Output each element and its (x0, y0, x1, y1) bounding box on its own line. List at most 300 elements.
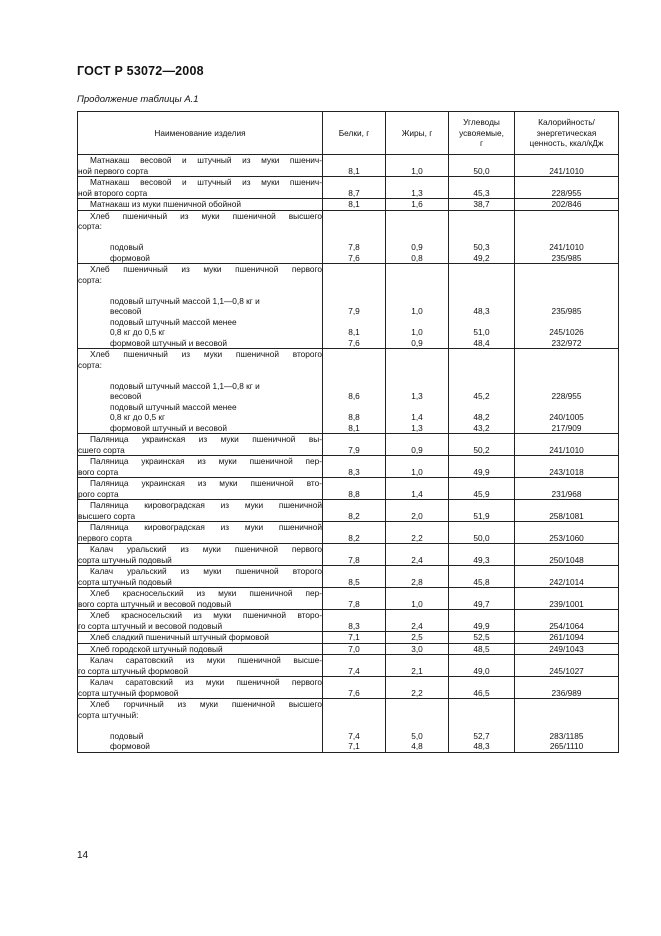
carbs-cell (449, 210, 515, 264)
product-name-line: сорта: (78, 359, 102, 370)
value-line (386, 522, 448, 533)
product-name-line: подовый штучный массой менее (110, 401, 237, 412)
value-line: 8,8 (348, 488, 360, 499)
value-line (449, 296, 514, 307)
value-line (323, 370, 385, 381)
product-name-line: подовый штучный массой менее (110, 316, 237, 327)
value-line (323, 699, 385, 710)
value-line (323, 211, 385, 222)
product-name-line: ной второго сорта (78, 187, 148, 198)
fat-cell (386, 699, 449, 753)
value-line: 49,9 (473, 620, 490, 631)
protein-cell (323, 349, 386, 434)
value-line: 283/1185 (549, 730, 584, 741)
value-line (386, 699, 448, 710)
calories-cell (515, 588, 619, 610)
value-line: 50,0 (473, 532, 490, 543)
calories-cell (515, 177, 619, 199)
value-line (323, 566, 385, 577)
value-line: 228/955 (551, 187, 582, 198)
value-line: 0,8 (411, 252, 423, 263)
product-name-cell (78, 456, 323, 478)
product-name-line: сорта штучный подовый (78, 576, 172, 587)
carbs-cell (449, 155, 515, 177)
value-line (386, 275, 448, 286)
table-row (78, 210, 619, 264)
product-name-line: Матнакаш весовой и штучный из муки пшенич- (90, 155, 322, 165)
value-line (449, 221, 514, 232)
value-line: 245/1027 (549, 665, 584, 676)
calories-cell (515, 500, 619, 522)
fat-cell (386, 456, 449, 478)
value-line (449, 275, 514, 286)
value-line (515, 699, 618, 710)
value-line: 8,1 (348, 327, 360, 337)
value-line: 249/1043 (549, 643, 584, 654)
product-name-line: Паляница кировоградская из муки пшеничной (90, 522, 322, 532)
value-line (515, 360, 618, 371)
value-line (449, 500, 514, 511)
product-name-cell (78, 500, 323, 522)
product-name-line: Хлеб пшеничный из муки пшеничной высшего (90, 210, 322, 221)
fat-cell (386, 610, 449, 632)
value-line: 50,2 (473, 444, 490, 455)
value-line (515, 478, 618, 489)
value-line (449, 349, 514, 360)
fat-cell (386, 632, 449, 644)
product-name-line (78, 285, 322, 296)
value-line (323, 232, 385, 243)
calories-cell (515, 566, 619, 588)
product-name-line (78, 370, 322, 381)
carbs-cell (449, 456, 515, 478)
carbs-cell (449, 478, 515, 500)
value-line: 217/909 (551, 422, 582, 433)
table-row (78, 544, 619, 566)
product-name-line: весовой (110, 306, 142, 316)
fat-cell (386, 210, 449, 264)
value-line (386, 370, 448, 381)
value-line (449, 211, 514, 222)
value-line (323, 434, 385, 445)
value-line (386, 349, 448, 360)
product-name-line: формовой штучный и весовой (110, 422, 228, 433)
calories-cell (515, 610, 619, 632)
value-line (386, 566, 448, 577)
value-line: 49,2 (473, 252, 490, 263)
value-line (386, 588, 448, 599)
fat-cell (386, 677, 449, 699)
product-name-cell (78, 177, 323, 199)
value-line: 51,0 (473, 327, 490, 337)
value-line: 1,3 (411, 187, 423, 198)
value-line (386, 381, 448, 392)
product-name-line: Матнакаш весовой и штучный из муки пшенич- (90, 177, 322, 187)
product-name-line (78, 720, 322, 731)
value-line: 253/1060 (549, 532, 584, 543)
product-name-line: формовой (110, 252, 150, 263)
protein-cell (323, 177, 386, 199)
carbs-cell (449, 264, 515, 349)
table-row (78, 588, 619, 610)
nutrition-table (77, 111, 619, 753)
product-name-cell (78, 434, 323, 456)
protein-cell (323, 632, 386, 644)
value-line (323, 610, 385, 621)
fat-cell (386, 264, 449, 349)
value-line (386, 544, 448, 555)
value-line (386, 177, 448, 188)
value-line (449, 264, 514, 275)
value-line (323, 588, 385, 599)
value-line (515, 317, 618, 328)
value-line (323, 264, 385, 275)
value-line: 8,1 (348, 199, 360, 209)
value-line: 7,1 (348, 632, 360, 642)
protein-cell (323, 677, 386, 699)
value-line: 48,2 (473, 412, 490, 422)
value-line: 4,8 (411, 741, 423, 751)
value-line: 50,3 (473, 242, 490, 252)
value-line (323, 285, 385, 296)
value-line: 7,4 (348, 665, 360, 676)
value-line (449, 566, 514, 577)
value-line: 45,3 (473, 187, 490, 198)
value-line (323, 677, 385, 688)
value-line (386, 500, 448, 511)
product-name-line: Калач уральский из муки пшеничной второго (90, 566, 322, 576)
value-line: 8,6 (348, 391, 360, 401)
table-row (78, 199, 619, 211)
value-line (449, 478, 514, 489)
value-line (515, 544, 618, 555)
value-line: 1,0 (411, 327, 423, 337)
table-row (78, 655, 619, 677)
value-line (515, 677, 618, 688)
value-line (386, 360, 448, 371)
product-name-cell (78, 478, 323, 500)
value-line (386, 232, 448, 243)
table-row (78, 677, 619, 699)
product-name-line: первого сорта (78, 532, 133, 543)
value-line: 52,5 (473, 632, 490, 642)
value-line: 7,8 (348, 554, 360, 565)
value-line (515, 177, 618, 188)
value-line: 7,6 (348, 687, 360, 698)
value-line (386, 478, 448, 489)
value-line: 7,4 (348, 730, 360, 741)
carbs-cell (449, 566, 515, 588)
carbs-cell (449, 588, 515, 610)
value-line (323, 221, 385, 232)
fat-cell (386, 199, 449, 211)
value-line (515, 275, 618, 286)
value-line (449, 677, 514, 688)
column-header-calories: Калорийность/ энергетическая ценность, ккал/кДж (515, 112, 619, 155)
value-line: 0,9 (411, 242, 423, 252)
value-line: 241/1010 (549, 242, 584, 252)
calories-cell (515, 155, 619, 177)
value-line (449, 232, 514, 243)
carbs-cell (449, 632, 515, 644)
value-line (515, 232, 618, 243)
value-line (449, 522, 514, 533)
value-line (515, 456, 618, 467)
value-line (449, 402, 514, 413)
value-line: 8,3 (348, 466, 360, 477)
value-line: 1,0 (411, 306, 423, 316)
product-name-cell (78, 264, 323, 349)
product-name-line: Матнакаш из муки пшеничной обойной (90, 199, 241, 209)
protein-cell (323, 199, 386, 211)
product-name-cell (78, 677, 323, 699)
value-line (515, 296, 618, 307)
calories-cell (515, 677, 619, 699)
value-line: 245/1026 (549, 327, 584, 337)
carbs-cell (449, 349, 515, 434)
value-line (449, 699, 514, 710)
protein-cell (323, 456, 386, 478)
table-row (78, 349, 619, 434)
value-line: 242/1014 (549, 576, 584, 587)
value-line: 1,4 (411, 488, 423, 499)
product-name-line: Паляница украинская из муки пшеничной пер- (90, 456, 322, 466)
value-line: 1,3 (411, 391, 423, 401)
calories-cell (515, 349, 619, 434)
value-line: 7,6 (348, 252, 360, 263)
value-line (323, 522, 385, 533)
product-name-line: сорта штучный подовый (78, 554, 172, 565)
value-line (515, 522, 618, 533)
value-line (386, 285, 448, 296)
value-line: 1,0 (411, 598, 423, 609)
carbs-cell (449, 522, 515, 544)
value-line (515, 349, 618, 360)
value-line: 7,1 (348, 741, 360, 751)
value-line: 235/985 (551, 252, 582, 263)
product-name-line: сшего сорта (78, 444, 125, 455)
product-name-line: формовой (110, 741, 150, 751)
value-line (323, 402, 385, 413)
value-line (515, 500, 618, 511)
value-line: 8,7 (348, 187, 360, 198)
carbs-cell (449, 177, 515, 199)
value-line: 2,0 (411, 510, 423, 521)
value-line (449, 610, 514, 621)
value-line: 49,3 (473, 554, 490, 565)
value-line (515, 370, 618, 381)
value-line (386, 264, 448, 275)
value-line (449, 710, 514, 721)
value-line (323, 478, 385, 489)
value-line: 2,2 (411, 687, 423, 698)
product-name-line: Хлеб пшеничный из муки пшеничной второго (90, 349, 322, 359)
value-line (386, 677, 448, 688)
value-line: 38,7 (473, 199, 490, 209)
product-name-line: Калач саратовский из муки пшеничной первого (90, 677, 322, 687)
value-line (449, 360, 514, 371)
value-line: 2,8 (411, 576, 423, 587)
fat-cell (386, 434, 449, 456)
product-name-line: формовой штучный и весовой (110, 337, 228, 348)
value-line: 265/1110 (549, 741, 584, 751)
value-line (449, 655, 514, 666)
value-line: 5,0 (411, 730, 423, 741)
value-line: 7,8 (348, 598, 360, 609)
protein-cell (323, 544, 386, 566)
value-line (515, 264, 618, 275)
fat-cell (386, 643, 449, 655)
value-line: 48,4 (473, 337, 490, 348)
table-row (78, 177, 619, 199)
product-name-line: Хлеб пшеничный из муки пшеничной первого (90, 264, 322, 274)
column-header-name: Наименование изделия (78, 112, 323, 155)
value-line: 1,0 (411, 165, 423, 176)
table-row (78, 643, 619, 655)
carbs-cell (449, 643, 515, 655)
calories-cell (515, 264, 619, 349)
fat-cell (386, 522, 449, 544)
value-line: 2,2 (411, 532, 423, 543)
protein-cell (323, 500, 386, 522)
value-line (515, 381, 618, 392)
product-name-line: подовый (110, 730, 144, 741)
value-line (323, 155, 385, 166)
product-name-line: сорта: (78, 221, 102, 231)
product-name-line: Хлеб городской штучный подовый (90, 643, 223, 654)
value-line: 49,7 (473, 598, 490, 609)
product-name-cell (78, 610, 323, 632)
value-line (386, 655, 448, 666)
value-line (449, 370, 514, 381)
value-line: 52,7 (473, 730, 490, 741)
value-line: 8,8 (348, 412, 360, 422)
product-name-line: Калач уральский из муки пшеничной первого (90, 544, 322, 554)
table-row (78, 699, 619, 753)
value-line: 235/985 (551, 306, 582, 316)
calories-cell (515, 522, 619, 544)
value-line: 48,3 (473, 306, 490, 316)
value-line (323, 720, 385, 731)
value-line (323, 177, 385, 188)
product-name-line: подовый (110, 242, 144, 252)
product-name-cell (78, 349, 323, 434)
value-line (323, 381, 385, 392)
value-line (323, 500, 385, 511)
value-line: 241/1010 (549, 444, 584, 455)
table-row (78, 456, 619, 478)
value-line: 2,4 (411, 620, 423, 631)
product-name-cell (78, 544, 323, 566)
value-line: 258/1081 (549, 510, 584, 521)
product-name-line: вого сорта (78, 466, 119, 477)
value-line (386, 456, 448, 467)
value-line: 7,9 (348, 306, 360, 316)
document-title: ГОСТ Р 53072—2008 (77, 64, 204, 78)
table-row (78, 434, 619, 456)
product-name-line: Паляница кировоградская из муки пшеничной (90, 500, 322, 510)
value-line (449, 317, 514, 328)
value-line (449, 285, 514, 296)
product-name-cell (78, 632, 323, 644)
value-line (323, 317, 385, 328)
table-row (78, 500, 619, 522)
product-name-line: Калач саратовский из муки пшеничной высше- (90, 655, 322, 665)
value-line: 1,6 (411, 199, 423, 209)
fat-cell (386, 588, 449, 610)
carbs-cell (449, 434, 515, 456)
product-name-line: ной первого сорта (78, 165, 149, 176)
table-row (78, 264, 619, 349)
value-line (386, 402, 448, 413)
fat-cell (386, 155, 449, 177)
value-line: 202/846 (551, 199, 582, 209)
protein-cell (323, 434, 386, 456)
product-name-cell (78, 210, 323, 264)
product-name-line: го сорта штучный и весовой подовый (78, 620, 223, 631)
value-line: 236/989 (551, 687, 582, 698)
protein-cell (323, 522, 386, 544)
product-name-line: Хлеб сладкий пшеничный штучный формовой (90, 632, 269, 642)
value-line: 241/1010 (549, 165, 584, 176)
carbs-cell (449, 544, 515, 566)
table-row (78, 566, 619, 588)
value-line: 231/968 (551, 488, 582, 499)
calories-cell (515, 478, 619, 500)
value-line (449, 177, 514, 188)
product-name-cell (78, 522, 323, 544)
value-line (515, 402, 618, 413)
value-line (386, 221, 448, 232)
value-line: 1,4 (411, 412, 423, 422)
value-line: 2,1 (411, 665, 423, 676)
fat-cell (386, 478, 449, 500)
product-name-line: сорта: (78, 274, 102, 285)
protein-cell (323, 610, 386, 632)
value-line: 48,5 (473, 643, 490, 654)
table-row (78, 522, 619, 544)
product-name-line: Хлеб горчичный из муки пшеничной высшего (90, 699, 322, 709)
product-name-cell (78, 199, 323, 211)
value-line: 51,9 (473, 510, 490, 521)
carbs-cell (449, 610, 515, 632)
value-line (323, 655, 385, 666)
carbs-cell (449, 699, 515, 753)
fat-cell (386, 177, 449, 199)
value-line (323, 275, 385, 286)
value-line: 7,0 (348, 643, 360, 654)
product-name-line (78, 232, 322, 243)
protein-cell (323, 566, 386, 588)
product-name-line: сорта штучный формовой (78, 687, 179, 698)
fat-cell (386, 349, 449, 434)
value-line (323, 456, 385, 467)
column-header-carbs: Углеводы усвояемые, г (449, 112, 515, 155)
value-line (515, 566, 618, 577)
calories-cell (515, 632, 619, 644)
value-line: 1,3 (411, 422, 423, 433)
protein-cell (323, 699, 386, 753)
value-line (449, 155, 514, 166)
value-line: 8,3 (348, 620, 360, 631)
calories-cell (515, 544, 619, 566)
value-line: 7,8 (348, 242, 360, 252)
product-name-line: высшего сорта (78, 510, 136, 521)
protein-cell (323, 655, 386, 677)
value-line: 239/1001 (549, 598, 584, 609)
value-line: 254/1064 (549, 620, 584, 631)
value-line (449, 456, 514, 467)
